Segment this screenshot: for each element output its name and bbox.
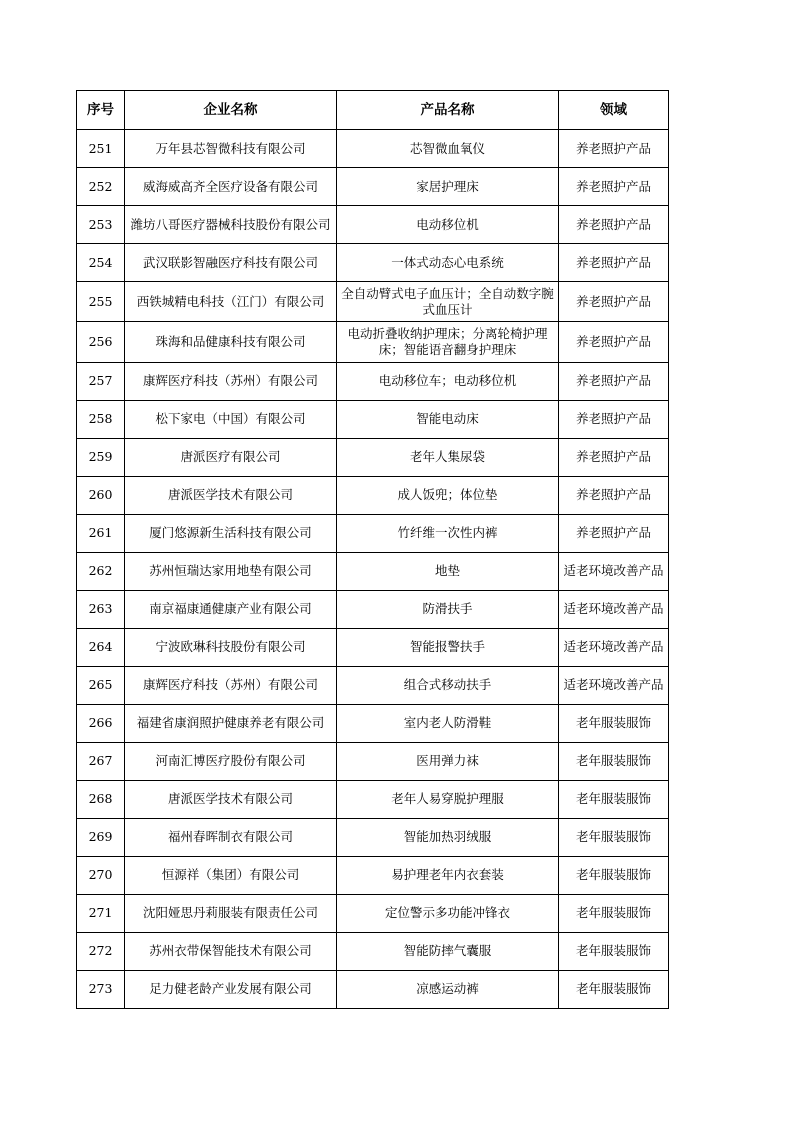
cell-product: 易护理老年内衣套装 <box>337 856 559 894</box>
table-row <box>77 130 669 168</box>
cell-product: 全自动臂式电子血压计；全自动数字腕式血压计 <box>337 282 559 322</box>
cell-field: 适老环境改善产品 <box>559 628 669 666</box>
cell-seq: 265 <box>77 666 125 704</box>
cell-seq: 270 <box>77 856 125 894</box>
cell-field: 养老照护产品 <box>559 514 669 552</box>
cell-company: 宁波欧琳科技股份有限公司 <box>125 628 337 666</box>
table-row <box>77 476 669 514</box>
column-header-field: 领域 <box>559 91 669 130</box>
table-row <box>77 362 669 400</box>
cell-company: 康辉医疗科技（苏州）有限公司 <box>125 362 337 400</box>
cell-product: 地垫 <box>337 552 559 590</box>
cell-company: 苏州恒瑞达家用地垫有限公司 <box>125 552 337 590</box>
cell-product: 一体式动态心电系统 <box>337 244 559 282</box>
table-row <box>77 704 669 742</box>
table-row <box>77 780 669 818</box>
cell-company: 珠海和品健康科技有限公司 <box>125 322 337 362</box>
cell-field: 养老照护产品 <box>559 282 669 322</box>
cell-product: 家居护理床 <box>337 168 559 206</box>
table-row <box>77 932 669 970</box>
cell-product: 成人饭兜；体位垫 <box>337 476 559 514</box>
cell-company: 威海威高齐全医疗设备有限公司 <box>125 168 337 206</box>
cell-company: 西铁城精电科技（江门）有限公司 <box>125 282 337 322</box>
cell-field: 适老环境改善产品 <box>559 666 669 704</box>
cell-seq: 269 <box>77 818 125 856</box>
cell-company: 福州春晖制衣有限公司 <box>125 818 337 856</box>
table-row <box>77 666 669 704</box>
cell-company: 万年县芯智微科技有限公司 <box>125 130 337 168</box>
table-row <box>77 628 669 666</box>
column-header-company: 企业名称 <box>125 91 337 130</box>
cell-product: 智能防摔气囊服 <box>337 932 559 970</box>
cell-field: 老年服装服饰 <box>559 932 669 970</box>
cell-seq: 266 <box>77 704 125 742</box>
table-header <box>77 91 669 130</box>
product-list-table <box>76 90 669 1009</box>
cell-company: 武汉联影智融医疗科技有限公司 <box>125 244 337 282</box>
cell-seq: 258 <box>77 400 125 438</box>
cell-seq: 261 <box>77 514 125 552</box>
cell-company: 沈阳娅思丹莉服装有限责任公司 <box>125 894 337 932</box>
cell-seq: 264 <box>77 628 125 666</box>
cell-field: 养老照护产品 <box>559 476 669 514</box>
cell-seq: 257 <box>77 362 125 400</box>
table-container <box>76 90 668 1009</box>
cell-field: 养老照护产品 <box>559 400 669 438</box>
cell-company: 唐派医学技术有限公司 <box>125 780 337 818</box>
table-row <box>77 552 669 590</box>
table-row <box>77 514 669 552</box>
cell-company: 唐派医疗有限公司 <box>125 438 337 476</box>
column-header-product: 产品名称 <box>337 91 559 130</box>
cell-seq: 272 <box>77 932 125 970</box>
cell-seq: 255 <box>77 282 125 322</box>
cell-company: 潍坊八哥医疗器械科技股份有限公司 <box>125 206 337 244</box>
column-header-seq: 序号 <box>77 91 125 130</box>
cell-seq: 271 <box>77 894 125 932</box>
cell-field: 养老照护产品 <box>559 438 669 476</box>
cell-company: 厦门悠源新生活科技有限公司 <box>125 514 337 552</box>
cell-seq: 251 <box>77 130 125 168</box>
cell-product: 智能报警扶手 <box>337 628 559 666</box>
cell-seq: 273 <box>77 970 125 1008</box>
table-row <box>77 168 669 206</box>
cell-seq: 263 <box>77 590 125 628</box>
cell-product: 智能加热羽绒服 <box>337 818 559 856</box>
table-row <box>77 244 669 282</box>
cell-product: 老年人易穿脱护理服 <box>337 780 559 818</box>
cell-product: 医用弹力袜 <box>337 742 559 780</box>
table-row <box>77 894 669 932</box>
table-header-row <box>77 91 669 130</box>
table-row <box>77 400 669 438</box>
cell-seq: 252 <box>77 168 125 206</box>
cell-product: 室内老人防滑鞋 <box>337 704 559 742</box>
cell-product: 防滑扶手 <box>337 590 559 628</box>
cell-company: 恒源祥（集团）有限公司 <box>125 856 337 894</box>
cell-seq: 253 <box>77 206 125 244</box>
cell-field: 老年服装服饰 <box>559 704 669 742</box>
table-row <box>77 856 669 894</box>
cell-company: 足力健老龄产业发展有限公司 <box>125 970 337 1008</box>
cell-product: 智能电动床 <box>337 400 559 438</box>
table-row <box>77 970 669 1008</box>
cell-product: 凉感运动裤 <box>337 970 559 1008</box>
cell-product: 组合式移动扶手 <box>337 666 559 704</box>
cell-field: 养老照护产品 <box>559 244 669 282</box>
cell-product: 电动折叠收纳护理床；分离轮椅护理床；智能语音翻身护理床 <box>337 322 559 362</box>
cell-product: 芯智微血氧仪 <box>337 130 559 168</box>
cell-seq: 254 <box>77 244 125 282</box>
table-row <box>77 438 669 476</box>
table-row <box>77 282 669 322</box>
cell-field: 适老环境改善产品 <box>559 590 669 628</box>
cell-field: 老年服装服饰 <box>559 742 669 780</box>
cell-seq: 260 <box>77 476 125 514</box>
cell-product: 电动移位车；电动移位机 <box>337 362 559 400</box>
table-row <box>77 742 669 780</box>
cell-company: 康辉医疗科技（苏州）有限公司 <box>125 666 337 704</box>
cell-field: 老年服装服饰 <box>559 818 669 856</box>
cell-seq: 256 <box>77 322 125 362</box>
cell-field: 养老照护产品 <box>559 130 669 168</box>
cell-company: 河南汇博医疗股份有限公司 <box>125 742 337 780</box>
cell-product: 老年人集尿袋 <box>337 438 559 476</box>
cell-seq: 259 <box>77 438 125 476</box>
table-row <box>77 818 669 856</box>
cell-field: 适老环境改善产品 <box>559 552 669 590</box>
cell-field: 老年服装服饰 <box>559 970 669 1008</box>
cell-company: 唐派医学技术有限公司 <box>125 476 337 514</box>
cell-seq: 268 <box>77 780 125 818</box>
table-row <box>77 590 669 628</box>
cell-company: 苏州衣带保智能技术有限公司 <box>125 932 337 970</box>
cell-product: 定位警示多功能冲锋衣 <box>337 894 559 932</box>
cell-product: 电动移位机 <box>337 206 559 244</box>
cell-seq: 262 <box>77 552 125 590</box>
table-row <box>77 206 669 244</box>
cell-field: 老年服装服饰 <box>559 856 669 894</box>
cell-company: 松下家电（中国）有限公司 <box>125 400 337 438</box>
cell-seq: 267 <box>77 742 125 780</box>
cell-company: 南京福康通健康产业有限公司 <box>125 590 337 628</box>
cell-field: 养老照护产品 <box>559 322 669 362</box>
cell-field: 养老照护产品 <box>559 362 669 400</box>
cell-field: 老年服装服饰 <box>559 780 669 818</box>
cell-product: 竹纤维一次性内裤 <box>337 514 559 552</box>
table-body <box>77 130 669 1009</box>
cell-company: 福建省康润照护健康养老有限公司 <box>125 704 337 742</box>
table-row <box>77 322 669 362</box>
cell-field: 养老照护产品 <box>559 206 669 244</box>
cell-field: 老年服装服饰 <box>559 894 669 932</box>
cell-field: 养老照护产品 <box>559 168 669 206</box>
